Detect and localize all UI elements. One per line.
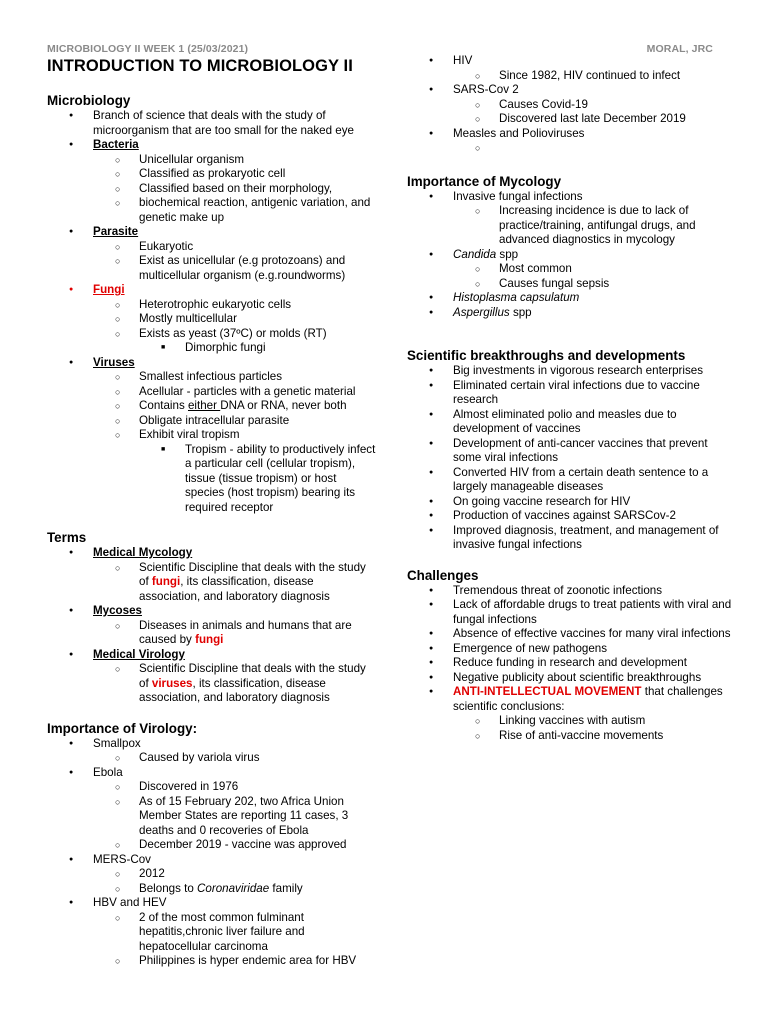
list-item: ○ Obligate intracellular parasite [93,414,377,429]
list-item [407,190,737,248]
list-item: ■ Dimorphic fungi [139,341,377,356]
mycoses-label: Mycoses [93,604,142,617]
list-item [407,685,737,743]
ebola-label: Ebola [93,765,123,779]
list-item: ○ Linking vaccines with autism [453,714,737,729]
anti-intellectual-highlight: ANTI-INTELLECTUAL MOVEMENT [453,685,642,698]
term-text: Scientific Discipline that deals with the study of [139,662,366,690]
list-item: ● Tremendous threat of zoonotic infections [407,584,737,599]
list-item [93,619,377,648]
list-item [93,662,377,706]
list-item [407,248,737,292]
list-item: ● Eliminated certain viral infections due to vaccine research [407,379,737,408]
list-item: ○ Causes Covid-19 [453,98,737,113]
term-text: , its classification, disease association, and laboratory diagnosis [139,575,330,603]
list-item [47,766,377,853]
list-item: ● Big investments in vigorous research enterprises [407,364,737,379]
list-item: ○ Smallest infectious particles [93,370,377,385]
list-item: ■ Tropism - ability to productively infect a particular cell (cellular tropism), tissue (tissue tropism) or host species (host tropism) bearing its required receptor [139,443,377,516]
terms-heading: Terms [47,530,87,545]
list-item: ○ Discovered in 1976 [93,780,377,795]
list-item: ● Converted HIV from a certain death sentence to a largely manageable diseases [407,466,737,495]
hiv-label: HIV [453,54,473,67]
right-column [407,54,737,743]
list-item: ● Histoplasma capsulatum [407,291,737,306]
page-title: INTRODUCTION TO MICROBIOLOGY II [47,57,353,75]
mycology-list [407,190,737,321]
list-item [47,853,377,897]
list-item [47,546,377,604]
aspergillus-spp: spp [509,305,532,319]
list-item [407,306,737,321]
virology-list [47,737,377,969]
list-item [47,138,377,225]
challenges-heading: Challenges [407,567,479,583]
list-item: ○ As of 15 February 202, two Africa Union Member States are reporting 11 cases, 3 deaths and 0 recoveries of Ebola [93,795,377,839]
list-item [407,83,737,127]
header-author: MORAL, JRC [646,43,713,55]
list-item: ○ Discovered last late December 2019 [453,112,737,127]
list-item: ● Almost eliminated polio and measles due to development of vaccines [407,408,737,437]
list-item: ○ Since 1982, HIV continued to infect [453,69,737,84]
virology-heading: Importance of Virology: [47,720,198,736]
list-item [47,225,377,283]
tropism-item: Exhibit viral tropism [139,428,240,441]
contains-either: either [187,399,221,412]
smallpox-label: Smallpox [93,736,141,750]
list-item: ○ biochemical reaction, antigenic variation, and genetic make up [93,196,377,225]
aspergillus-label: Aspergillus [453,305,510,319]
list-item [93,428,377,515]
mycology-heading: Importance of Mycology [407,173,562,189]
microbiology-heading: Microbiology [47,93,131,108]
term-highlight: fungi [151,575,181,588]
term-highlight: viruses [151,676,193,690]
list-item: ○ Classified based on their morphology, [93,182,377,197]
breakthroughs-heading: Scientific breakthroughs and developments [407,348,686,363]
terms-list [47,546,377,706]
list-item: ○ Most common [453,262,737,277]
mers-label: MERS-Cov [93,852,151,866]
list-item: ○ Increasing incidence is due to lack of practice/training, antifungal drugs, and advanced diagnostics in mycology [453,204,737,248]
list-item: ● Improved diagnosis, treatment, and management of invasive fungal infections [407,524,737,553]
left-column [47,92,377,969]
list-item [47,356,377,516]
bacteria-label: Bacteria [93,138,139,151]
list-item: ● Negative publicity about scientific breakthroughs [407,671,737,686]
list-item: ● Production of vaccines against SARSCov-2 [407,509,737,524]
virology-list-continued [407,54,737,156]
list-item [407,127,737,156]
list-item: ○ Classified as prokaryotic cell [93,167,377,182]
family-text: Belongs to [139,881,198,895]
term-text: Scientific Discipline that deals with the study of [139,560,366,588]
list-item: ● Branch of science that deals with the study of microorganism that are too small for the naked eye [47,109,377,138]
list-item: ● Lack of affordable drugs to treat patients with viral and fungal infections [407,598,737,627]
list-item: ○ 2012 [93,867,377,882]
fungi-yeast-text: Exists as yeast (37ºC) or molds (RT) [139,326,327,340]
term-highlight: fungi [195,633,224,646]
hbv-label: HBV and HEV [93,896,167,909]
list-item: ● Development of anti-cancer vaccines that prevent some viral infections [407,437,737,466]
medical-mycology-label: Medical Mycology [93,546,193,559]
list-item: ○ Philippines is hyper endemic area for HBV [93,954,377,969]
challenges-list [407,584,737,744]
list-item [407,54,737,83]
parasite-label: Parasite [93,225,139,238]
breakthroughs-list [407,364,737,553]
anti-intellectual-text: that challenges scientific conclusions: [453,685,723,713]
list-item [47,896,377,969]
list-item: ○ Acellular - particles with a genetic material [93,385,377,400]
list-item [93,561,377,605]
viruses-label: Viruses [93,355,135,369]
list-item: ● Absence of effective vaccines for many viral infections [407,627,737,642]
list-item: ○ Heterotrophic eukaryotic cells [93,298,377,313]
list-item [93,327,377,356]
list-item: ○ Eukaryotic [93,240,377,255]
medical-virology-label: Medical Virology [93,647,185,661]
list-item [93,399,377,414]
fungi-label: Fungi [93,283,125,296]
list-item [47,283,377,356]
list-item: ● On going vaccine research for HIV [407,495,737,510]
family-italic: Coronaviridae [197,881,270,895]
list-item: ● Reduce funding in research and development [407,656,737,671]
list-item: ○ Caused by variola virus [93,751,377,766]
contains-post: DNA or RNA, never both [220,399,347,412]
list-item: ○ Causes fungal sepsis [453,277,737,292]
header-course-date: MICROBIOLOGY II WEEK 1 (25/03/2021) [47,43,249,55]
list-item: ○ 2 of the most common fulminant hepatitis,chronic liver failure and hepatocellular carcinoma [93,911,377,955]
list-item: ○ Mostly multicellular [93,312,377,327]
sars-label: SARS-Cov 2 [453,83,519,96]
list-item [93,882,377,897]
contains-pre: Contains [139,399,188,412]
list-item: ● Emergence of new pathogens [407,642,737,657]
family-text: family [269,881,303,895]
list-item: ○ Rise of anti-vaccine movements [453,729,737,744]
term-text: , its classification, disease association, and laboratory diagnosis [139,676,330,704]
candida-label: Candida [453,247,497,261]
list-item [47,648,377,706]
term-text: Diseases in animals and humans that are caused by [139,618,352,646]
list-item [47,737,377,766]
candida-spp: spp [496,247,519,261]
microbiology-list [47,109,377,515]
list-item: ○ Unicellular organism [93,153,377,168]
measles-label: Measles and Polioviruses [453,126,585,140]
list-item: ○ December 2019 - vaccine was approved [93,838,377,853]
list-item: ○ Exist as unicellular (e.g protozoans) and multicellular organism (e.g.roundworms) [93,254,377,283]
list-item [453,141,737,156]
list-item [47,604,377,648]
invasive-label: Invasive fungal infections [453,189,583,203]
